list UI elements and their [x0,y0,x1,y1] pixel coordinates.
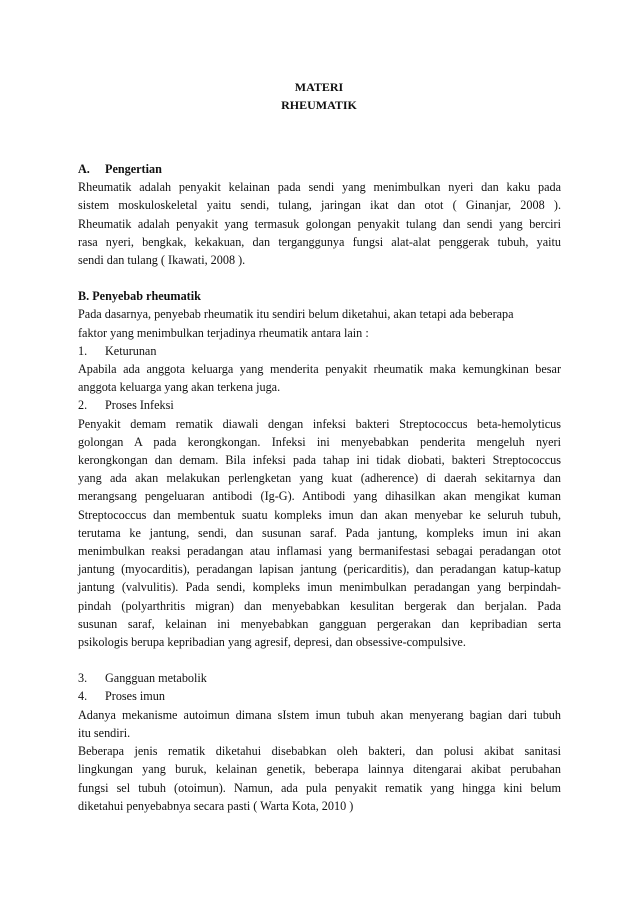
spacer [78,651,561,669]
paragraph-line: Pada dasarnya, penyebab rheumatik itu sendiri belum diketahui, akan tetapi ada beberapa [78,307,514,322]
paragraph-line: merangsang pengeluaran antibodi (Ig-G). Antibodi yang dihasilkan akan mengikat kuman [78,489,561,504]
spacer [78,269,561,287]
paragraph-line: Rheumatik adalah penyakit kelainan pada sendi yang menimbulkan nyeri dan kaku pada [78,180,561,195]
paragraph-line: diketahui penyebabnya secara pasti ( Warta Kota, 2010 ) [78,798,354,813]
list-label: Gangguan metabolik [105,671,207,686]
paragraph-line: Adanya mekanisme autoimun dimana sIstem imun tubuh akan menyerang bagian dari tubuh [78,707,561,722]
paragraph-line: pindah (polyarthritis migran) dan menyebabkan kesulitan bergerak dan berjalan. Pada [78,598,561,613]
paragraph-line: susunan saraf, kelainan ini menyebabkan gangguan pergerakan dan kepribadian serta [78,616,561,631]
paragraph-line: sendi dan tulang ( Ikawati, 2008 ). [78,253,246,268]
paragraph-line: psikologis berupa kepribadian yang agresif, depresi, dan obsessive-compulsive. [78,635,466,650]
section-a-title: Pengertian [105,162,162,176]
list-item-4 [78,687,561,705]
paragraph-line: fungsi sel tubuh (otoimun). Namun, ada pula penyakit rematik yang hingga kini belum [78,780,561,795]
paragraph-line: Apabila ada anggota keluarga yang menderita penyakit rheumatik maka kemungkinan besar [78,362,561,377]
section-b-heading: B. Penyebab rheumatik [78,289,201,304]
list-number: 3. [78,671,88,686]
paragraph-line: jantung (myocarditis), peradangan lapisan jantung (pericarditis), dan peradangan katup-katup [78,562,561,577]
paragraph-line: Penyakit demam rematik diawali dengan infeksi bakteri Streptococcus beta-hemolyticus [78,416,561,431]
paragraph-line: yang ada akan melakukan perlengketan yang kuat (adherence) di daerah sekitarnya dan [78,471,561,486]
list-number: 1. [78,343,88,358]
paragraph-line: faktor yang menimbulkan terjadinya rheumatik antara lain : [78,325,369,340]
list-item-3 [78,669,561,687]
paragraph-line: itu sendiri. [78,725,131,740]
document-title-line-2: RHEUMATIK [281,98,357,112]
paragraph-line: Rheumatik adalah penyakit yang termasuk golongan penyakit tulang dan sendi yang berciri [78,216,561,231]
paragraph-line: rasa nyeri, bengkak, kekakuan, dan terganggunya fungsi alat-alat penggerak tubuh, yaitu [78,234,561,249]
document-body [78,160,561,815]
paragraph-line: menimbulkan reaksi peradangan atau inflamasi yang bermanifestasi sebagai peradangan otot [78,544,561,559]
list-item-2 [78,396,561,414]
list-item-1 [78,342,561,360]
document-title-line-1: MATERI [294,80,344,94]
section-a-number: A. [78,162,90,176]
paragraph-line: golongan A pada kerongkongan. Infeksi ini menyebabkan penderita mengeluh nyeri [78,434,561,449]
paragraph-line: sistem moskuloskeletal yaitu sendi, tulang, jaringan ikat dan otot ( Ginanjar, 2008 ). [78,198,561,213]
section-a-heading [78,160,561,178]
paragraph-line: anggota keluarga yang akan terkena juga. [78,380,281,395]
paragraph-line: jantung (valvulitis). Pada sendi, kompleks imun menimbulkan peradangan yang berpindah- [78,580,561,595]
list-number: 2. [78,398,88,413]
paragraph-line: Streptococcus dan membentuk suatu kompleks imun dan akan menyebar ke seluruh tubuh, [78,507,561,522]
list-label: Keturunan [105,343,157,358]
paragraph-line: lingkungan yang buruk, kelainan genetik, beberapa lainnya ditengarai akibat perubahan [78,762,561,777]
list-label: Proses Infeksi [105,398,174,413]
list-label: Proses imun [105,689,165,704]
paragraph-line: kerongkongan dan demam. Bila infeksi pada tahap ini tidak diobati, bakteri Streptococcus [78,453,561,468]
paragraph-line: Beberapa jenis rematik diketahui disebabkan oleh bakteri, dan polusi akibat sanitasi [78,744,561,759]
list-number: 4. [78,689,88,704]
paragraph-line: terutama ke jantung, sendi, dan susunan saraf. Pada jantung, kompleks imun ini akan [78,525,561,540]
